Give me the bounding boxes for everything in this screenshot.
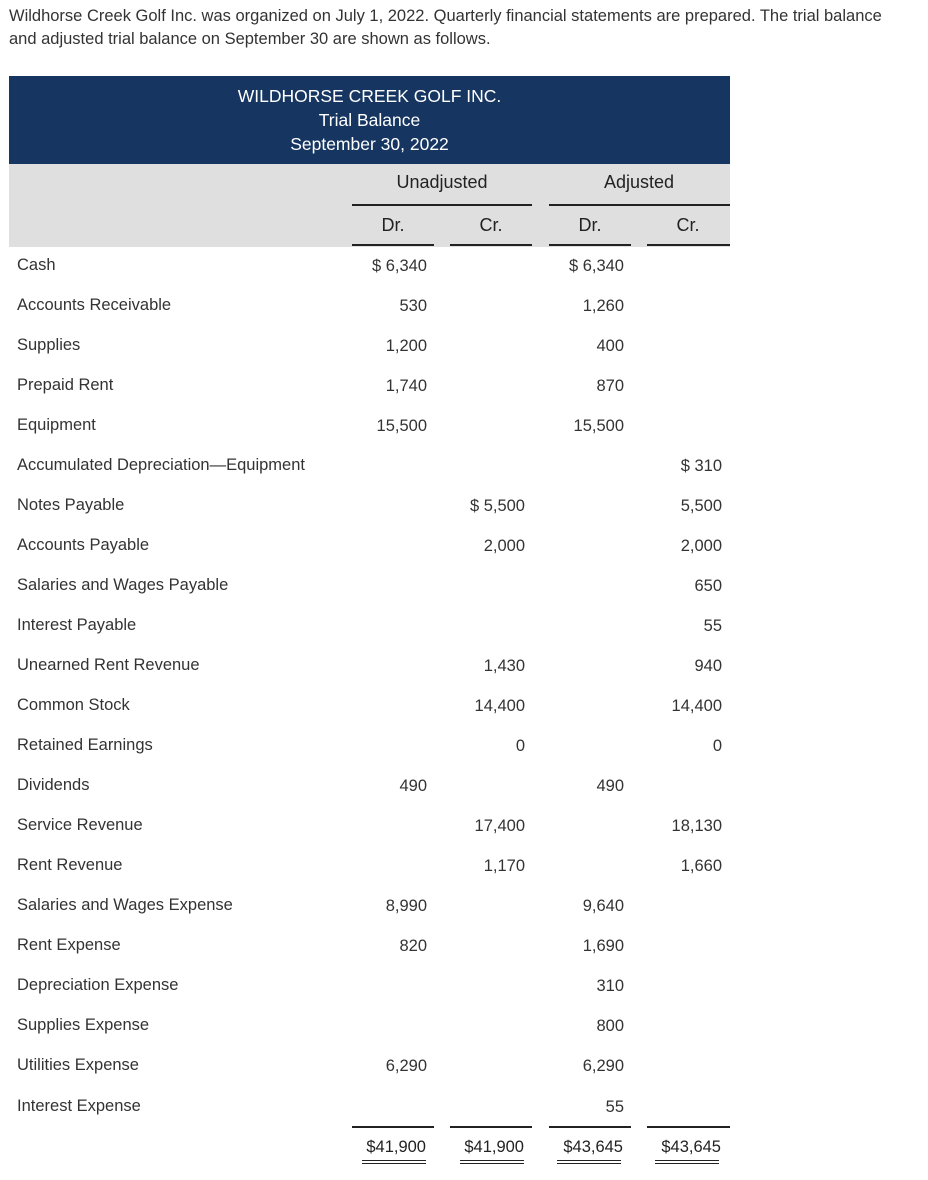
account-name: Supplies	[17, 336, 81, 354]
account-name: Cash	[17, 256, 56, 274]
amount-a-dr: 400	[596, 337, 624, 355]
account-name: Interest Payable	[17, 616, 137, 634]
amount-a-cr: 0	[712, 737, 722, 755]
unadjusted-debit-header: Dr.	[381, 215, 405, 235]
amount-a-cr: 1,660	[680, 857, 722, 875]
company-name: WILDHORSE CREEK GOLF INC.	[237, 86, 502, 106]
account-name: Accounts Receivable	[17, 296, 172, 314]
double-underline	[362, 1160, 426, 1161]
account-name: Accounts Payable	[17, 536, 150, 554]
total-a-dr: $43,645	[563, 1138, 623, 1156]
amount-a-cr: 55	[703, 617, 722, 635]
amount-a-cr: 650	[694, 577, 722, 595]
amount-u-dr: 820	[399, 937, 427, 955]
unadjusted-credit-rule	[450, 244, 532, 246]
adjusted-group-header: Adjusted	[603, 172, 675, 192]
amount-a-cr: 14,400	[671, 697, 722, 715]
account-name: Notes Payable	[17, 496, 125, 514]
unadjusted-debit-rule	[352, 244, 434, 246]
amount-u-dr: 530	[399, 297, 427, 315]
account-name: Depreciation Expense	[17, 976, 179, 994]
amount-u-dr: 15,500	[376, 417, 427, 435]
account-name: Dividends	[17, 776, 90, 794]
double-underline	[557, 1160, 621, 1161]
amount-u-dr: 490	[399, 777, 427, 795]
amount-a-cr: 940	[694, 657, 722, 675]
adjusted-credit-header: Cr.	[676, 215, 700, 235]
double-underline	[362, 1163, 426, 1164]
double-underline	[460, 1163, 524, 1164]
account-name: Salaries and Wages Payable	[17, 576, 229, 594]
account-name: Common Stock	[17, 696, 130, 714]
account-name: Retained Earnings	[17, 736, 153, 754]
amount-u-cr: $ 5,500	[469, 497, 525, 515]
account-name: Service Revenue	[17, 816, 143, 834]
amount-u-cr: 14,400	[474, 697, 525, 715]
amount-a-dr: 1,690	[582, 937, 624, 955]
amount-a-cr: 5,500	[680, 497, 722, 515]
amount-u-dr: 1,740	[385, 377, 427, 395]
amount-a-dr: 800	[596, 1017, 624, 1035]
amount-u-cr: 0	[515, 737, 525, 755]
intro-paragraph: Wildhorse Creek Golf Inc. was organized on July 1, 2022. Quarterly financial statements are prepared. The trial balance and adjusted trial balance on September 30 are shown as follows.	[9, 7, 882, 48]
amount-a-cr: 2,000	[680, 537, 722, 555]
amount-a-dr: 1,260	[582, 297, 624, 315]
amount-u-cr: 17,400	[474, 817, 525, 835]
account-name: Equipment	[17, 416, 96, 434]
account-name: Accumulated Depreciation—Equipment	[17, 456, 305, 474]
adjusted-credit-rule	[647, 244, 730, 246]
amount-u-dr: 8,990	[385, 897, 427, 915]
amount-u-cr: 1,430	[483, 657, 525, 675]
account-name: Interest Expense	[17, 1097, 141, 1115]
amount-a-dr: 310	[596, 977, 624, 995]
statement-header	[9, 76, 730, 164]
amount-a-cr: 18,130	[671, 817, 722, 835]
amount-a-dr: 55	[605, 1098, 624, 1116]
amount-a-cr: $ 310	[680, 457, 722, 475]
amount-u-dr: 1,200	[385, 337, 427, 355]
unadjusted-group-rule	[352, 204, 532, 206]
subtotal-rule	[450, 1126, 532, 1128]
account-name: Supplies Expense	[17, 1016, 150, 1034]
amount-a-dr: 15,500	[573, 417, 624, 435]
unadjusted-credit-header: Cr.	[479, 215, 503, 235]
double-underline	[557, 1163, 621, 1164]
amount-a-dr: 870	[596, 377, 624, 395]
subtotal-rule	[647, 1126, 730, 1128]
double-underline	[460, 1160, 524, 1161]
unadjusted-group-header: Unadjusted	[396, 172, 488, 192]
amount-u-cr: 2,000	[483, 537, 525, 555]
statement-title: Trial Balance	[318, 110, 421, 130]
adjusted-group-rule	[549, 204, 730, 206]
subtotal-rule	[352, 1126, 434, 1128]
subtotal-rule	[549, 1126, 631, 1128]
amount-a-dr: $ 6,340	[568, 257, 624, 275]
account-name: Unearned Rent Revenue	[17, 656, 200, 674]
amount-a-dr: 6,290	[582, 1057, 624, 1075]
adjusted-debit-rule	[549, 244, 631, 246]
account-name: Rent Expense	[17, 936, 121, 954]
account-name: Utilities Expense	[17, 1056, 139, 1074]
amount-a-dr: 9,640	[582, 897, 624, 915]
adjusted-debit-header: Dr.	[578, 215, 602, 235]
total-a-cr: $43,645	[661, 1138, 721, 1156]
amount-u-dr: $ 6,340	[371, 257, 427, 275]
double-underline	[655, 1163, 719, 1164]
total-u-cr: $41,900	[464, 1138, 524, 1156]
account-name: Salaries and Wages Expense	[17, 896, 233, 914]
amount-a-dr: 490	[596, 777, 624, 795]
statement-date: September 30, 2022	[290, 134, 449, 154]
account-name: Rent Revenue	[17, 856, 123, 874]
account-name: Prepaid Rent	[17, 376, 114, 394]
amount-u-cr: 1,170	[483, 857, 525, 875]
double-underline	[655, 1160, 719, 1161]
total-u-dr: $41,900	[366, 1138, 426, 1156]
amount-u-dr: 6,290	[385, 1057, 427, 1075]
